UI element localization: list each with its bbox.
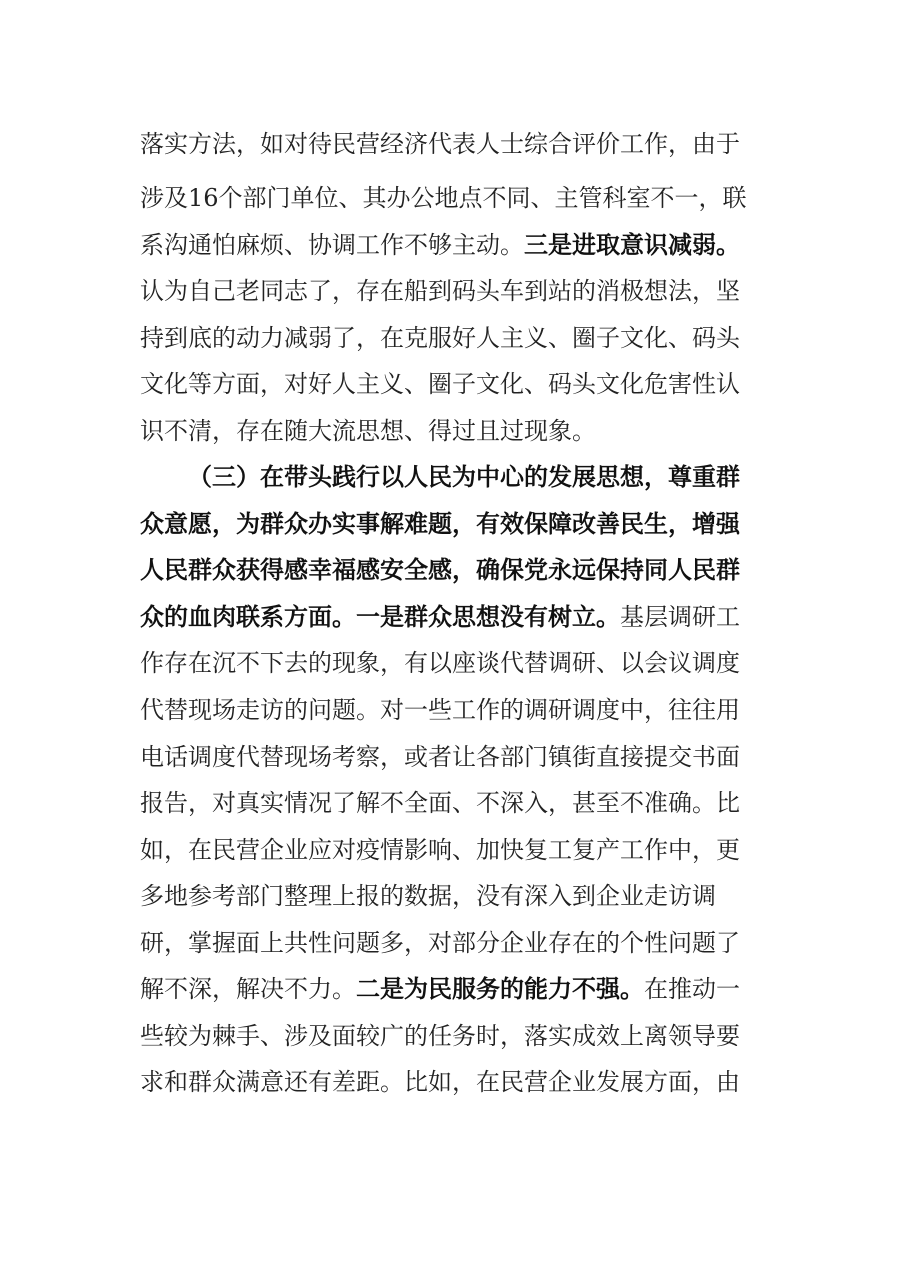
bold-heading-run: 二是为民服务的能力不强。	[356, 974, 644, 1003]
section-heading-line	[188, 457, 780, 497]
text-line	[140, 643, 780, 683]
text-line	[140, 124, 780, 164]
text-run: 识不清，存在随大流思想、得过且过现象。	[140, 417, 596, 445]
text-run: 解不深，解决不力。	[140, 975, 356, 1003]
text-run: 落实方法，如对待民营经济代表人士综合评价工作，由于	[140, 130, 740, 158]
text-run: 基层调研工	[620, 603, 740, 631]
text-line	[140, 737, 780, 777]
bold-heading-run: （三）在带头践行以人民为中心的发展思想，尊重群	[188, 462, 740, 491]
text-run: 电话调度代替现场考察，或者让各部门镇街直接提交书面	[140, 743, 740, 771]
text-run: 报告，对真实情况了解不全面、不深入，甚至不准确。比	[140, 789, 740, 817]
text-line	[140, 411, 780, 451]
text-line	[140, 969, 780, 1009]
text-line	[140, 1016, 780, 1056]
bold-heading-run: 众的血肉联系方面。一是群众思想没有树立。	[140, 602, 620, 631]
text-line	[140, 597, 780, 637]
text-run: 如，在民营企业应对疫情影响、加快复工复产工作中，更	[140, 836, 740, 864]
text-run: 代替现场走访的问题。对一些工作的调研调度中，往往用	[140, 696, 740, 724]
text-line	[140, 783, 780, 823]
text-line	[140, 364, 780, 404]
text-run: 些较为棘手、涉及面较广的任务时，落实成效上离领导要	[140, 1022, 740, 1050]
text-line	[140, 225, 780, 265]
text-run: 认为自己老同志了，存在船到码头车到站的消极想法，坚	[140, 277, 740, 305]
text-run: 研，掌握面上共性问题多，对部分企业存在的个性问题了	[140, 929, 740, 957]
text-run: 作存在沉不下去的现象，有以座谈代替调研、以会议调度	[140, 649, 740, 677]
bold-heading-run: 三是进取意识减弱。	[524, 230, 740, 259]
text-line	[140, 1062, 780, 1102]
text-line	[140, 504, 780, 544]
text-line	[140, 318, 780, 358]
text-line	[140, 923, 780, 963]
text-line	[140, 550, 780, 590]
bold-heading-run: 人民群众获得感幸福感安全感，确保党永远保持同人民群	[140, 555, 740, 584]
text-run: 求和群众满意还有差距。比如，在民营企业发展方面，由	[140, 1068, 740, 1096]
text-line	[140, 690, 780, 730]
text-run: 持到底的动力减弱了，在克服好人主义、圈子文化、码头	[140, 324, 740, 352]
text-line	[140, 830, 780, 870]
text-line	[140, 271, 780, 311]
text-line	[140, 178, 780, 218]
text-run: 涉及16个部门单位、其办公地点不同、主管科室不一，联	[140, 184, 747, 212]
text-line	[140, 876, 780, 916]
text-run: 在推动一	[644, 975, 740, 1003]
text-run: 文化等方面，对好人主义、圈子文化、码头文化危害性认	[140, 370, 740, 398]
text-run: 多地参考部门整理上报的数据，没有深入到企业走访调	[140, 882, 716, 910]
bold-heading-run: 众意愿，为群众办实事解难题，有效保障改善民生，增强	[140, 509, 740, 538]
text-run: 系沟通怕麻烦、协调工作不够主动。	[140, 231, 524, 259]
